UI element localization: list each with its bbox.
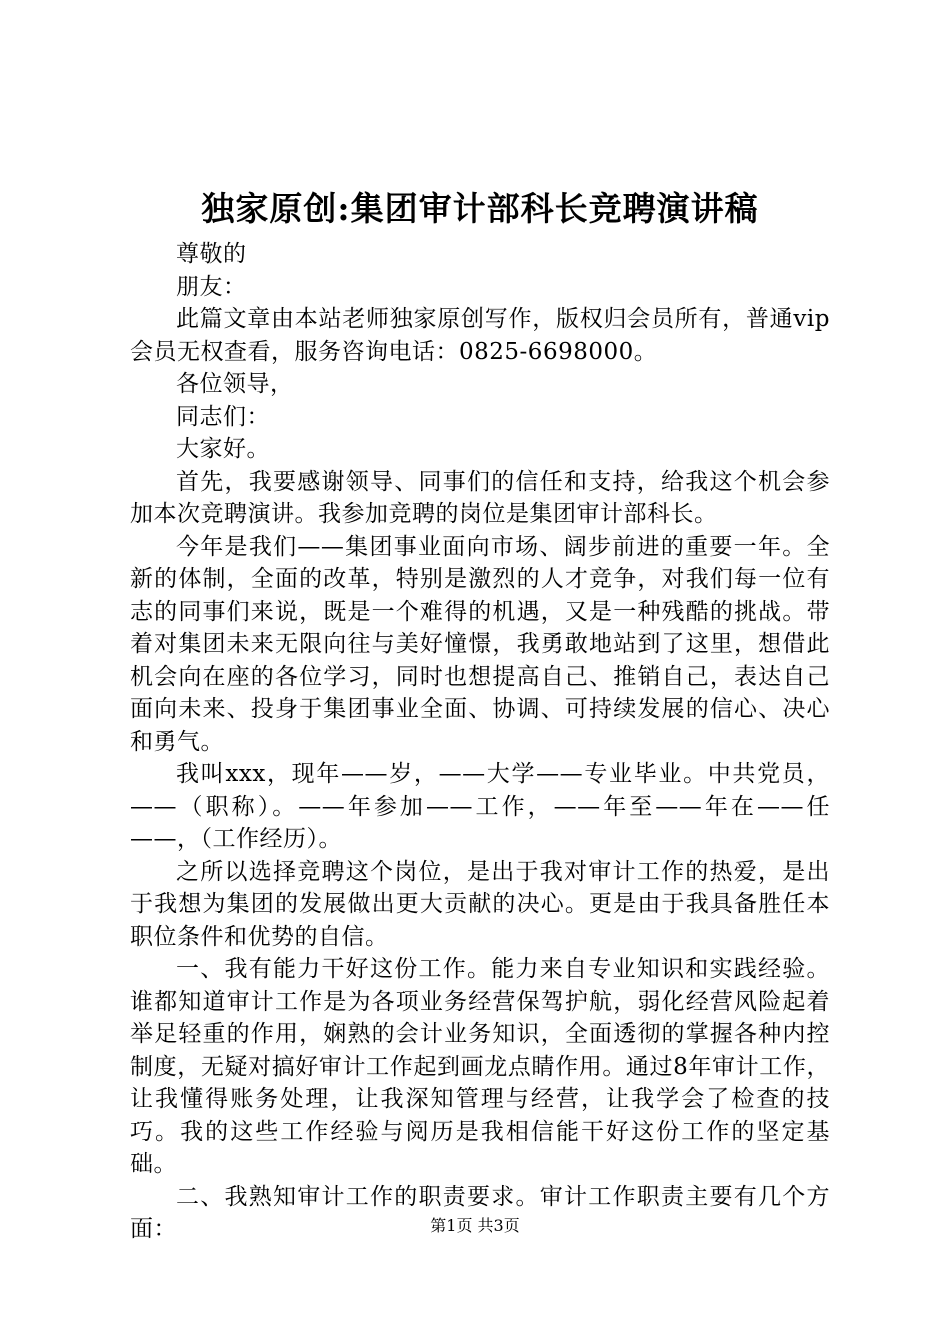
- body-paragraph: 之所以选择竞聘这个岗位，是出于我对审计工作的热爱，是出于我想为集团的发展做出更大贡献的决心。更是由于我具备胜任本职位条件和优势的自信。: [130, 858, 830, 950]
- copyright-notice: 此篇文章由本站老师独家原创写作，版权归会员所有，普通vip会员无权查看，服务咨询电话：0825-6698000。: [130, 306, 830, 365]
- body-paragraph: 我叫xxx，现年——岁，——大学——专业毕业。中共党员，——（职称）。——年参加——工作，——年至——年在——任——，（工作经历）。: [130, 761, 830, 852]
- greeting-everyone: 大家好。: [176, 436, 270, 462]
- greeting-comrades: 同志们：: [176, 403, 270, 430]
- body-paragraph: 首先，我要感谢领导、同事们的信任和支持，给我这个机会参加本次竞聘演讲。我参加竞聘的岗位是集团审计部科长。: [130, 468, 830, 527]
- body-paragraph: 二、我熟知审计工作的职责要求。审计工作职责主要有几个方面：: [130, 1183, 830, 1242]
- body-paragraph: 一、我有能力干好这份工作。能力来自专业知识和实践经验。谁都知道审计工作是为各项业务经营保驾护航，弱化经营风险起着举足轻重的作用，娴熟的会计业务知识，全面透彻的掌握各种内控制度，无疑对搞好审计工作起到画龙点睛作用。通过8年审计工作，让我懂得账务处理，让我深知管理与经营，让我学会了检查的技巧。我的这些工作经验与阅历是我相信能干好这份工作的坚定基础。: [130, 956, 830, 1177]
- salutation-line-1: 尊敬的: [176, 241, 247, 267]
- page-number: 第1页 共3页: [430, 1216, 520, 1235]
- salutation-line-2: 朋友：: [176, 273, 247, 300]
- document-body: [130, 186, 830, 1246]
- greeting-leaders: 各位领导，: [176, 371, 294, 397]
- body-paragraph: 今年是我们——集团事业面向市场、阔步前进的重要一年。全新的体制，全面的改革，特别是激烈的人才竞争，对我们每一位有志的同事们来说，既是一个难得的机遇，又是一种残酷的挑战。带着对集团未来无限向往与美好憧憬，我勇敢地站到了这里，想借此机会向在座的各位学习，同时也想提高自己、推销自己，表达自己面向未来、投身于集团事业全面、协调、可持续发展的信心、决心和勇气。: [130, 533, 830, 755]
- document-title: 独家原创:集团审计部科长竞聘演讲稿: [201, 189, 759, 228]
